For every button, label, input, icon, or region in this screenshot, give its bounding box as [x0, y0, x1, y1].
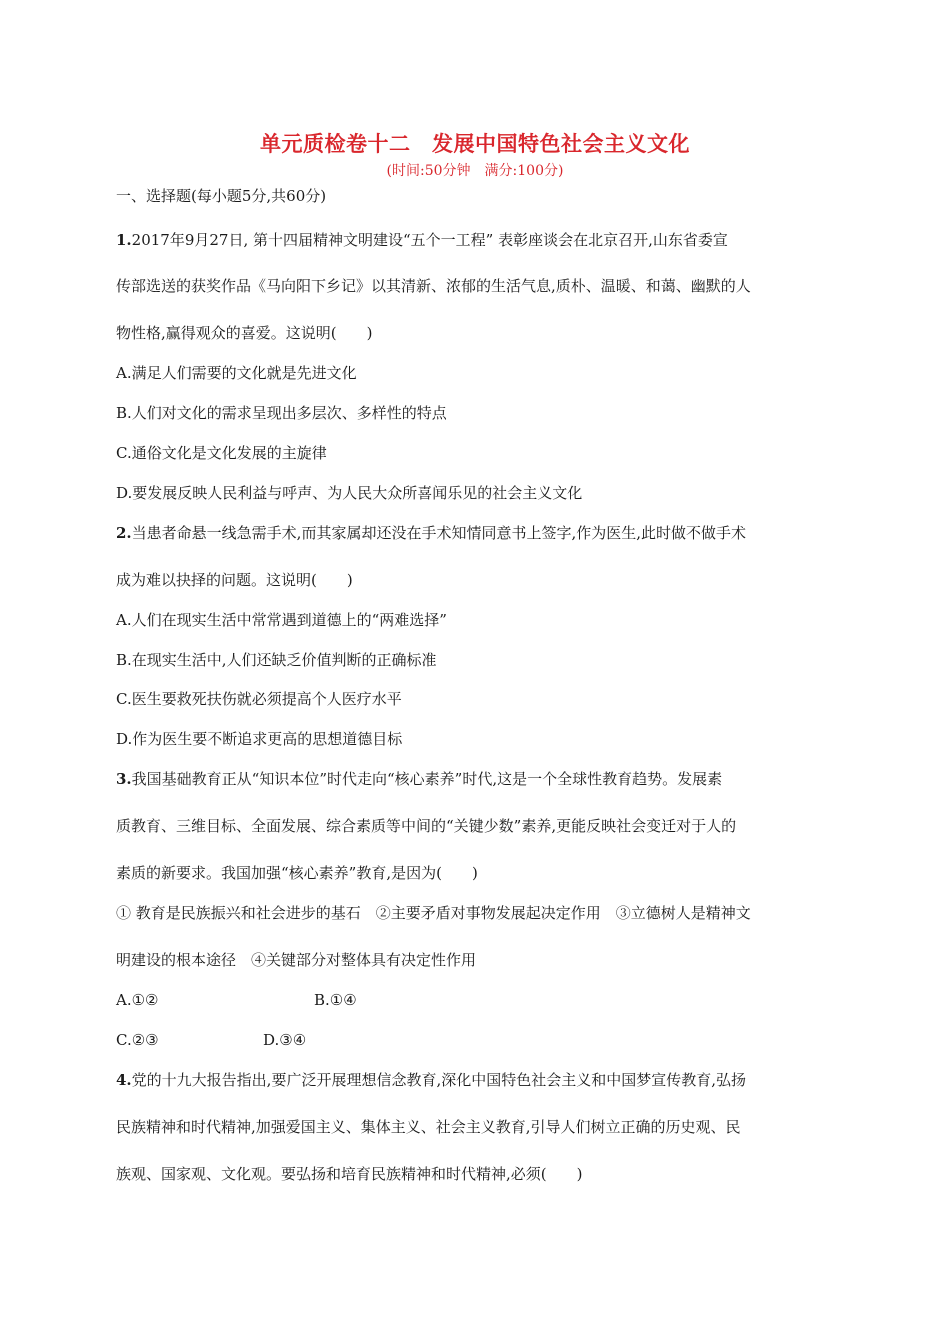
- question-1-text: 2017年9月27日, 第十四届精神文明建设“五个一工程” 表彰座谈会在北京召开,山东省委宣: [131, 231, 728, 249]
- question-3-number: 3.: [116, 770, 132, 788]
- question-4-line-2: 民族精神和时代精神,加强爱国主义、集体主义、社会主义教育,引导人们树立正确的历史观、民: [116, 1118, 741, 1136]
- question-3-option-a: A.①②: [116, 991, 159, 1009]
- question-2-text: 当患者命悬一线急需手术,而其家属却还没在手术知情同意书上签字,作为医生,此时做不做手术: [131, 524, 746, 542]
- question-2-option-c: C.医生要救死扶伤就必须提高个人医疗水平: [116, 690, 402, 708]
- question-4-text: 党的十九大报告指出,要广泛开展理想信念教育,深化中国特色社会主义和中国梦宣传教育,弘扬: [131, 1071, 746, 1089]
- question-2-number: 2.: [116, 524, 132, 542]
- question-2-option-b: B.在现实生活中,人们还缺乏价值判断的正确标准: [116, 651, 437, 669]
- question-1-line-3: 物性格,赢得观众的喜爱。这说明( ): [116, 324, 373, 342]
- question-1-option-c: C.通俗文化是文化发展的主旋律: [116, 444, 327, 462]
- question-4-number: 4.: [116, 1071, 132, 1089]
- question-4-line-3: 族观、国家观、文化观。要弘扬和培育民族精神和时代精神,必须( ): [116, 1165, 583, 1183]
- question-1-option-b: B.人们对文化的需求呈现出多层次、多样性的特点: [116, 404, 447, 422]
- page-subtitle: (时间:50分钟 满分:100分): [386, 163, 564, 179]
- question-1-option-d: D.要发展反映人民利益与呼声、为人民大众所喜闻乐见的社会主义文化: [116, 484, 583, 502]
- question-3-line-1: [116, 769, 722, 789]
- question-2-line-2: 成为难以抉择的问题。这说明( ): [116, 571, 353, 589]
- page-title: 单元质检卷十二 发展中国特色社会主义文化: [260, 132, 690, 156]
- question-3-statements-line-1: ① 教育是民族振兴和社会进步的基石 ②主要矛盾对事物发展起决定作用 ③立德树人是精神文: [116, 904, 751, 922]
- question-4-line-1: [116, 1070, 746, 1090]
- question-3-option-b: B.①④: [314, 991, 357, 1009]
- question-1-line-2: 传部选送的获奖作品《马向阳下乡记》以其清新、浓郁的生活气息,质朴、温暖、和蔼、幽默的人: [116, 277, 751, 295]
- question-2-option-d: D.作为医生要不断追求更高的思想道德目标: [116, 730, 403, 748]
- question-2-option-a: A.人们在现实生活中常常遇到道德上的“两难选择”: [116, 611, 447, 629]
- question-3-text: 我国基础教育正从“知识本位”时代走向“核心素养”时代,这是一个全球性教育趋势。发展素: [131, 770, 723, 788]
- section-heading: 一、选择题(每小题5分,共60分): [116, 187, 327, 205]
- question-3-statements-line-2: 明建设的根本途径 ④关键部分对整体具有决定性作用: [116, 951, 477, 969]
- question-3-option-d: D.③④: [263, 1031, 307, 1049]
- question-3-line-2: 质教育、三维目标、全面发展、综合素质等中间的“关键少数”素养,更能反映社会变迁对于人的: [116, 817, 737, 835]
- question-1-line-1: [116, 230, 728, 250]
- question-3-option-c: C.②③: [116, 1031, 159, 1049]
- question-1-number: 1.: [116, 231, 132, 249]
- question-3-line-3: 素质的新要求。我国加强“核心素养”教育,是因为( ): [116, 864, 478, 882]
- question-2-line-1: [116, 523, 746, 543]
- question-1-option-a: A.满足人们需要的文化就是先进文化: [116, 364, 357, 382]
